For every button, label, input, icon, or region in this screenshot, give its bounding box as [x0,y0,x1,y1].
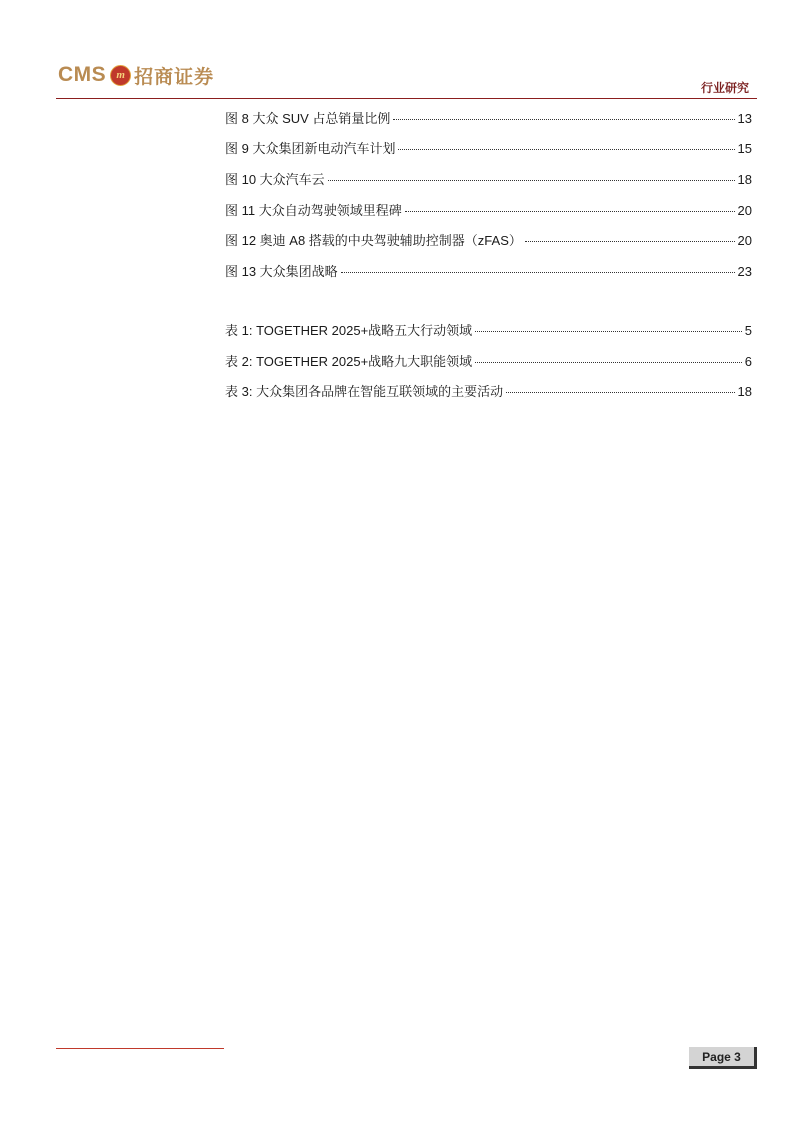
toc-leader-dots [525,241,735,242]
toc-leader-dots [405,211,735,212]
toc-page-number: 15 [737,141,752,156]
toc-entry-label: 图 11 大众自动驾驶领域里程碑 [225,203,402,218]
toc-page-number: 20 [737,203,752,218]
footer-divider [56,1048,224,1049]
toc-leader-dots [328,180,735,181]
toc-entry-label: 表 2: TOGETHER 2025+战略九大职能领域 [225,354,473,369]
company-logo [58,58,214,92]
toc-page-number: 6 [744,354,752,369]
toc-page-number: 5 [744,323,752,338]
toc-entry-label: 图 10 大众汽车云 [225,172,325,187]
report-category: 行业研究 [700,81,749,95]
toc-leader-dots [341,272,735,273]
toc-page-number: 13 [737,111,752,126]
toc-entry-label: 图 9 大众集团新电动汽车计划 [225,141,396,156]
toc-leader-dots [475,331,742,332]
toc-figure-11[interactable] [225,200,752,218]
toc-figure-10[interactable] [225,169,752,187]
toc-entry-label: 表 1: TOGETHER 2025+战略五大行动领域 [225,323,473,338]
header-divider [56,98,757,99]
toc-leader-dots [398,149,734,150]
logo-text-en: CMS [58,63,107,86]
logo-text-cn: 招商证券 [134,65,215,88]
toc-entry-label: 表 3: 大众集团各品牌在智能互联领域的主要活动 [225,384,504,399]
toc-page-number: 18 [737,384,752,399]
logo-emblem-icon: m [110,65,131,86]
toc-leader-dots [506,392,734,393]
toc-table-2[interactable] [225,351,752,369]
toc-table-1[interactable] [225,320,752,338]
toc-page-number: 20 [737,233,752,248]
toc-entry-label: 图 8 大众 SUV 占总销量比例 [225,111,391,126]
toc-entry-label: 图 13 大众集团战略 [225,264,338,279]
toc-figure-13[interactable] [225,261,752,279]
toc-leader-dots [393,119,734,120]
toc-table-3[interactable] [225,381,752,399]
toc-figure-12[interactable] [225,230,752,248]
toc-entry-label: 图 12 奥迪 A8 搭载的中央驾驶辅助控制器（zFAS） [225,233,522,248]
toc-page-number: 23 [737,264,752,279]
toc-figure-9[interactable] [225,138,752,156]
page-number-badge: Page 3 [689,1047,757,1069]
toc-figure-8[interactable] [225,108,752,126]
toc-leader-dots [475,362,742,363]
toc-page-number: 18 [737,172,752,187]
